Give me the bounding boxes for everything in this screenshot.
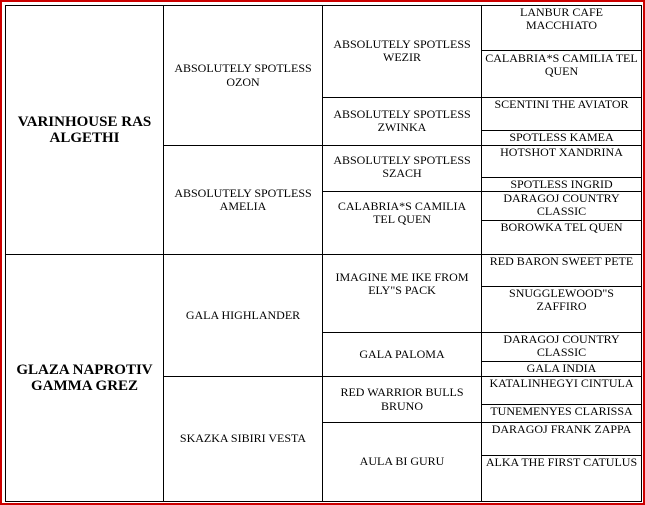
generation-4-cell [481,145,642,178]
generation-4-cell [481,220,642,255]
cell-text: ABSOLUTELY SPOTLESS AMELIA [174,185,312,213]
cell-text: LANBUR CAFE MACCHIATO [519,5,603,33]
generation-4-cell [481,422,642,456]
generation-3-cell [322,97,482,146]
generation-4-cell [481,376,642,405]
cell-text: GALA HIGHLANDER [185,307,301,322]
generation-3-cell [322,332,482,377]
generation-2-dam-sire [163,254,323,377]
cell-text: HOTSHOT XANDRINA [500,145,623,159]
generation-4-cell [481,130,642,146]
cell-text: SKAZKA SIBIRI VESTA [179,431,307,446]
generation-4-cell [481,177,642,192]
cell-text: ALKA THE FIRST CATULUS [485,455,638,469]
cell-text: GALA PALOMA [359,346,445,361]
cell-text: BOROWKA TEL QUEN [500,220,623,234]
cell-text: SCENTINI THE AVIATOR [494,97,629,111]
cell-text: ABSOLUTELY SPOTLESS ZWINKA [333,107,471,135]
generation-4-cell [481,286,642,333]
generation-4-cell [481,332,642,362]
cell-text: SPOTLESS KAMEA [509,130,614,144]
generation-2-sire-dam [163,145,323,255]
generation-4-cell [481,361,642,377]
generation-4-cell [481,50,642,98]
generation-3-cell [322,422,482,502]
generation-2-dam-dam [163,376,323,502]
generation-3-cell [322,254,482,333]
generation-3-cell [322,145,482,192]
generation-2-sire-sire [163,5,323,146]
cell-text: TUNEMENYES CLARISSA [490,404,633,418]
cell-text: CALABRIA*S CAMILIA TEL QUEN [485,51,638,79]
generation-4-cell [481,455,642,502]
generation-1-sire [5,5,164,255]
cell-text: DARAGOJ FRANK ZAPPA [491,422,632,436]
cell-text: ABSOLUTELY SPOTLESS WEZIR [333,37,471,65]
generation-3-cell [322,376,482,423]
cell-text: ABSOLUTELY SPOTLESS OZON [174,61,312,89]
generation-4-cell [481,404,642,423]
generation-4-cell [481,191,642,221]
cell-text: CALABRIA*S CAMILIA TEL QUEN [337,199,467,227]
cell-text: DARAGOJ COUNTRY CLASSIC [503,191,620,219]
cell-text: IMAGINE ME IKE FROM ELY"S PACK [335,270,469,298]
cell-text: SPOTLESS INGRID [510,177,613,191]
generation-4-cell [481,254,642,287]
generation-4-cell [481,97,642,131]
generation-3-cell [322,191,482,255]
cell-text: RED BARON SWEET PETE [489,254,634,268]
generation-1-dam [5,254,164,502]
cell-text: DARAGOJ COUNTRY CLASSIC [503,332,620,360]
cell-text: GLAZA NAPROTIV GAMMA GREZ [16,361,153,394]
cell-text: GALA INDIA [526,361,597,375]
cell-text: SNUGGLEWOOD"S ZAFFIRO [509,286,614,314]
generation-4-cell [481,5,642,51]
cell-text: VARINHOUSE RAS ALGETHI [17,113,152,146]
cell-text: RED WARRIOR BULLS BRUNO [340,385,464,413]
cell-text: ABSOLUTELY SPOTLESS SZACH [333,153,471,181]
generation-3-cell [322,5,482,98]
cell-text: AULA BI GURU [359,454,445,469]
cell-text: KATALINHEGYI CINTULA [489,376,634,390]
